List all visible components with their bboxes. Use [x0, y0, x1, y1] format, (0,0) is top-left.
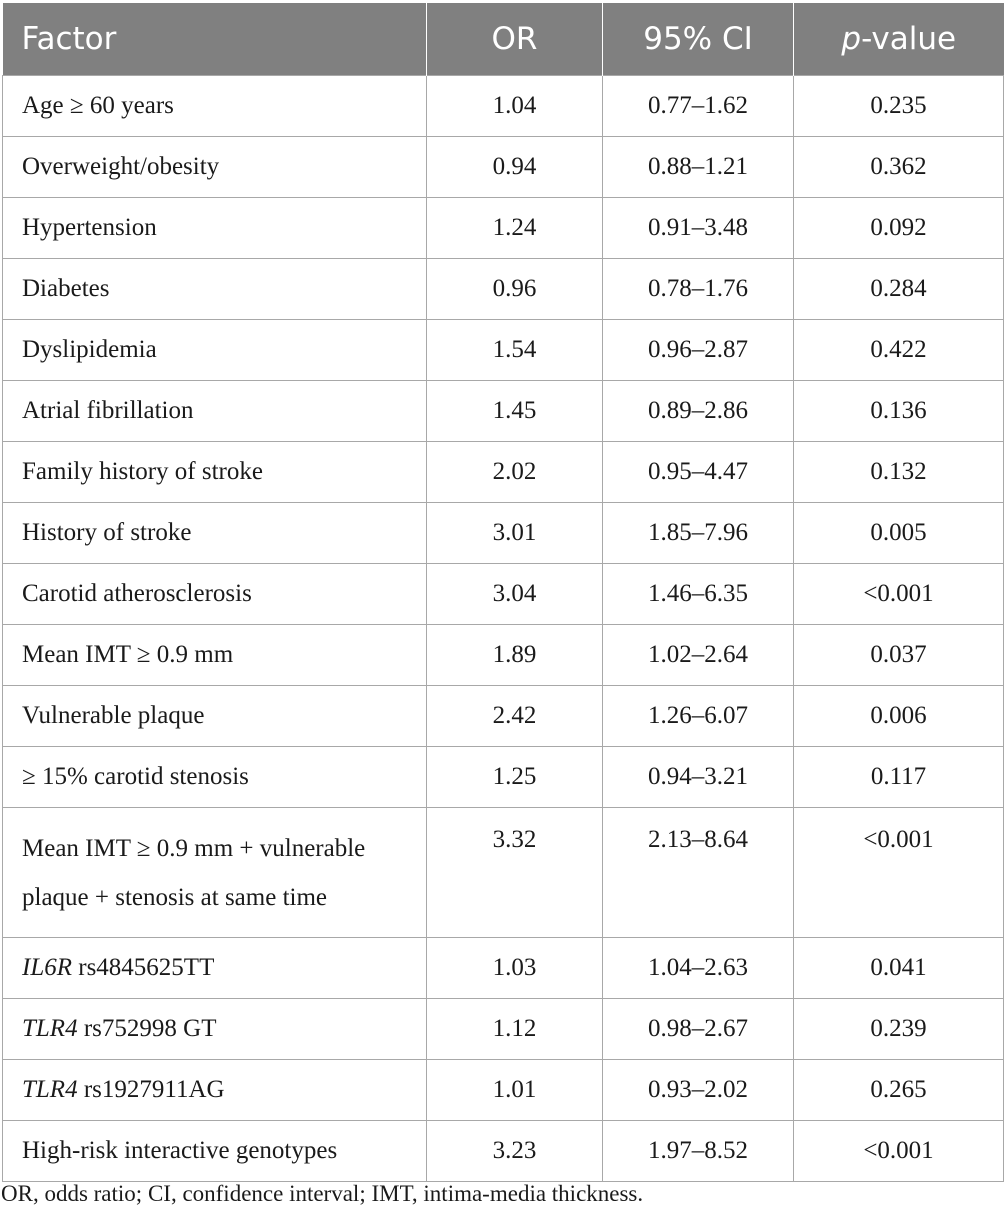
header-ci: 95% CI [603, 3, 794, 76]
cell-ci: 1.02–2.64 [603, 625, 794, 686]
cell-ci: 1.85–7.96 [603, 503, 794, 564]
cell-or: 0.94 [427, 137, 603, 198]
cell-or: 1.24 [427, 198, 603, 259]
cell-factor [3, 938, 427, 999]
table-body [3, 76, 1004, 1182]
cell-factor: Dyslipidemia [3, 320, 427, 381]
table-row [3, 320, 1004, 381]
cell-or: 2.02 [427, 442, 603, 503]
cell-factor: Mean IMT ≥ 0.9 mm [3, 625, 427, 686]
header-row [3, 3, 1004, 76]
table-row [3, 259, 1004, 320]
table-row [3, 503, 1004, 564]
cell-ci: 1.26–6.07 [603, 686, 794, 747]
cell-factor [3, 999, 427, 1060]
cell-ci: 0.94–3.21 [603, 747, 794, 808]
cell-p: <0.001 [794, 808, 1004, 938]
cell-p: 0.239 [794, 999, 1004, 1060]
variant-name: rs752998 GT [77, 1015, 217, 1042]
cell-p: 0.041 [794, 938, 1004, 999]
cell-or: 1.45 [427, 381, 603, 442]
cell-ci: 0.91–3.48 [603, 198, 794, 259]
cell-or: 1.25 [427, 747, 603, 808]
header-or: OR [427, 3, 603, 76]
cell-p: <0.001 [794, 564, 1004, 625]
cell-p: 0.006 [794, 686, 1004, 747]
cell-ci: 0.93–2.02 [603, 1060, 794, 1121]
cell-or: 1.01 [427, 1060, 603, 1121]
cell-factor: Atrial fibrillation [3, 381, 427, 442]
cell-p: <0.001 [794, 1121, 1004, 1182]
cell-or: 1.54 [427, 320, 603, 381]
table-row [3, 137, 1004, 198]
cell-or: 1.03 [427, 938, 603, 999]
table-row [3, 625, 1004, 686]
risk-factor-table-container [2, 3, 1003, 1182]
cell-factor: Vulnerable plaque [3, 686, 427, 747]
cell-or: 1.12 [427, 999, 603, 1060]
cell-ci: 0.78–1.76 [603, 259, 794, 320]
cell-factor: History of stroke [3, 503, 427, 564]
cell-p: 0.362 [794, 137, 1004, 198]
header-p-value [794, 3, 1004, 76]
table-row [3, 564, 1004, 625]
cell-ci: 0.96–2.87 [603, 320, 794, 381]
cell-p: 0.092 [794, 198, 1004, 259]
table-row [3, 808, 1004, 938]
risk-factor-table [2, 3, 1004, 1182]
table-row [3, 747, 1004, 808]
table-footnote: OR, odds ratio; CI, confidence interval; IMT, intima-media thickness. [1, 1181, 644, 1206]
cell-factor: Hypertension [3, 198, 427, 259]
cell-ci: 2.13–8.64 [603, 808, 794, 938]
cell-p: 0.117 [794, 747, 1004, 808]
cell-factor-line2: plaque + stenosis at same time [22, 883, 328, 911]
header-p-rest: -value [861, 21, 957, 57]
cell-factor: Diabetes [3, 259, 427, 320]
cell-ci: 0.95–4.47 [603, 442, 794, 503]
cell-p: 0.235 [794, 76, 1004, 137]
cell-or: 3.23 [427, 1121, 603, 1182]
table-row [3, 686, 1004, 747]
cell-p: 0.005 [794, 503, 1004, 564]
cell-or: 0.96 [427, 259, 603, 320]
variant-name: rs1927911AG [77, 1076, 225, 1103]
cell-ci: 0.77–1.62 [603, 76, 794, 137]
cell-ci: 0.89–2.86 [603, 381, 794, 442]
table-row [3, 1060, 1004, 1121]
cell-factor [3, 808, 427, 938]
cell-p: 0.265 [794, 1060, 1004, 1121]
cell-ci: 0.98–2.67 [603, 999, 794, 1060]
table-row [3, 76, 1004, 137]
table-row [3, 1121, 1004, 1182]
cell-or: 1.04 [427, 76, 603, 137]
table-header [3, 3, 1004, 76]
cell-ci: 1.04–2.63 [603, 938, 794, 999]
cell-factor: ≥ 15% carotid stenosis [3, 747, 427, 808]
cell-or: 3.32 [427, 808, 603, 938]
cell-factor: Carotid atherosclerosis [3, 564, 427, 625]
cell-p: 0.136 [794, 381, 1004, 442]
cell-p: 0.284 [794, 259, 1004, 320]
table-row [3, 381, 1004, 442]
table-row [3, 999, 1004, 1060]
cell-or: 3.04 [427, 564, 603, 625]
cell-p: 0.132 [794, 442, 1004, 503]
cell-factor: High-risk interactive genotypes [3, 1121, 427, 1182]
gene-name: IL6R [22, 954, 72, 981]
gene-name: TLR4 [22, 1015, 78, 1042]
cell-ci: 1.97–8.52 [603, 1121, 794, 1182]
header-factor: Factor [3, 3, 427, 76]
cell-ci: 1.46–6.35 [603, 564, 794, 625]
cell-factor-line1: Mean IMT ≥ 0.9 mm + vulnerable [22, 834, 366, 862]
cell-factor: Family history of stroke [3, 442, 427, 503]
cell-or: 2.42 [427, 686, 603, 747]
cell-factor: Age ≥ 60 years [3, 76, 427, 137]
table-row [3, 198, 1004, 259]
cell-p: 0.422 [794, 320, 1004, 381]
cell-or: 3.01 [427, 503, 603, 564]
cell-p: 0.037 [794, 625, 1004, 686]
gene-name: TLR4 [22, 1076, 78, 1103]
cell-factor: Overweight/obesity [3, 137, 427, 198]
cell-factor [3, 1060, 427, 1121]
table-row [3, 442, 1004, 503]
cell-or: 1.89 [427, 625, 603, 686]
table-row [3, 938, 1004, 999]
variant-name: rs4845625TT [72, 954, 215, 981]
cell-ci: 0.88–1.21 [603, 137, 794, 198]
header-p-italic: p [841, 21, 862, 57]
